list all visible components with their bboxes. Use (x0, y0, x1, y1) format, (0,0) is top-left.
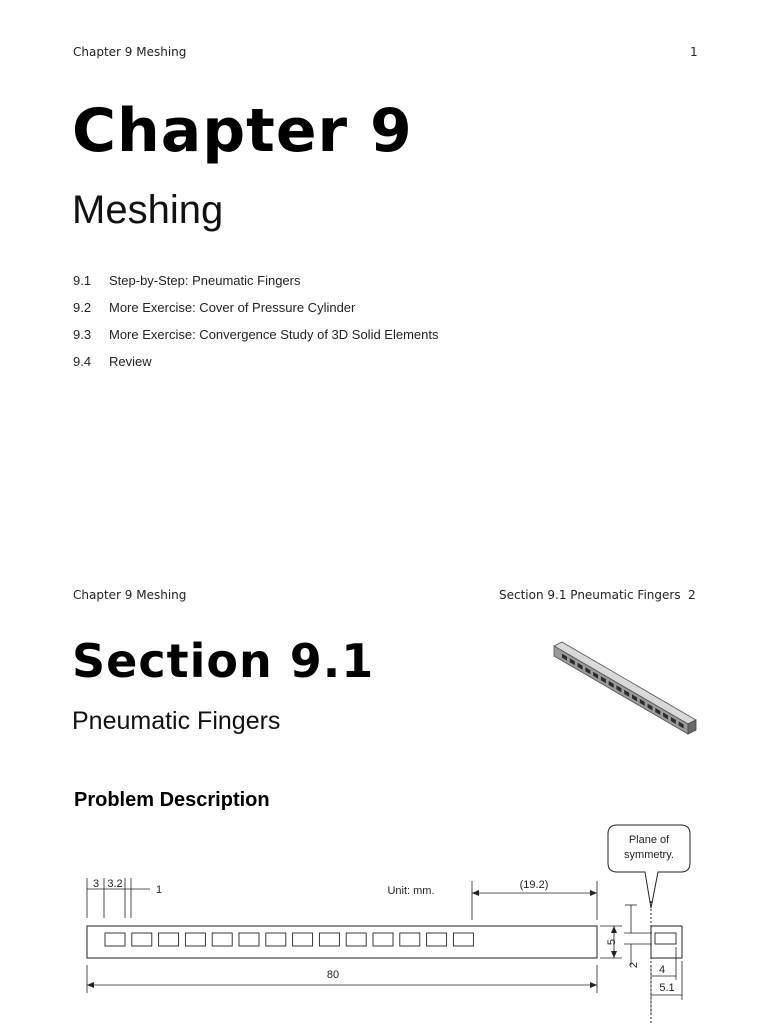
dim-80: 80 (326, 969, 340, 981)
table-of-contents (73, 273, 573, 383)
running-header-left: Chapter 9 Meshing (73, 45, 187, 59)
dim-19-2: (19.2) (519, 879, 549, 891)
dim-5: 5 (606, 938, 618, 946)
running-header-right: Section 9.1 Pneumatic Fingers (499, 588, 681, 602)
chamber (319, 933, 339, 946)
running-header-left: Chapter 9 Meshing (73, 588, 187, 602)
toc-label: Step-by-Step: Pneumatic Fingers (109, 273, 301, 288)
section-title: Section 9.1 (72, 634, 375, 688)
callout-line-1: Plane of (628, 834, 670, 846)
chamber (105, 933, 125, 946)
chapter-title: Chapter 9 (72, 96, 413, 166)
toc-item[interactable] (73, 327, 573, 345)
unit-label: Unit: mm. (387, 885, 435, 897)
page-number: 1 (690, 45, 698, 59)
chamber (239, 933, 259, 946)
toc-label: More Exercise: Convergence Study of 3D Solid Elements (109, 327, 439, 342)
chapter-subtitle: Meshing (72, 188, 224, 232)
callout-line-2: symmetry. (624, 849, 674, 861)
dim-4: 4 (658, 964, 666, 976)
toc-number: 9.3 (73, 327, 92, 342)
toc-label: More Exercise: Cover of Pressure Cylinder (109, 300, 356, 315)
problem-heading: Problem Description (74, 789, 270, 811)
symmetry-callout (608, 825, 690, 908)
dim-5-1: 5.1 (659, 982, 675, 994)
dim-3-2: 3.2 (107, 878, 123, 890)
chamber (185, 933, 205, 946)
section-subtitle: Pneumatic Fingers (72, 707, 281, 735)
chamber (293, 933, 313, 946)
toc-number: 9.2 (73, 300, 92, 315)
chamber (373, 933, 393, 946)
toc-label: Review (109, 354, 152, 369)
toc-item[interactable] (73, 300, 573, 318)
dim-1: 1 (155, 884, 163, 896)
dim-2: 2 (628, 961, 640, 969)
chamber (159, 933, 179, 946)
toc-number: 9.1 (73, 273, 92, 288)
chamber (132, 933, 152, 946)
toc-item[interactable] (73, 273, 573, 291)
chamber (346, 933, 366, 946)
finger-3d-illustration (548, 640, 700, 736)
toc-number: 9.4 (73, 354, 92, 369)
page-number: 2 (688, 588, 696, 602)
chamber (427, 933, 447, 946)
chamber (400, 933, 420, 946)
chamber (212, 933, 232, 946)
dim-3: 3 (92, 878, 100, 890)
chamber (453, 933, 473, 946)
dimension-drawing (0, 815, 768, 1024)
chamber (266, 933, 286, 946)
toc-item[interactable] (73, 354, 573, 372)
